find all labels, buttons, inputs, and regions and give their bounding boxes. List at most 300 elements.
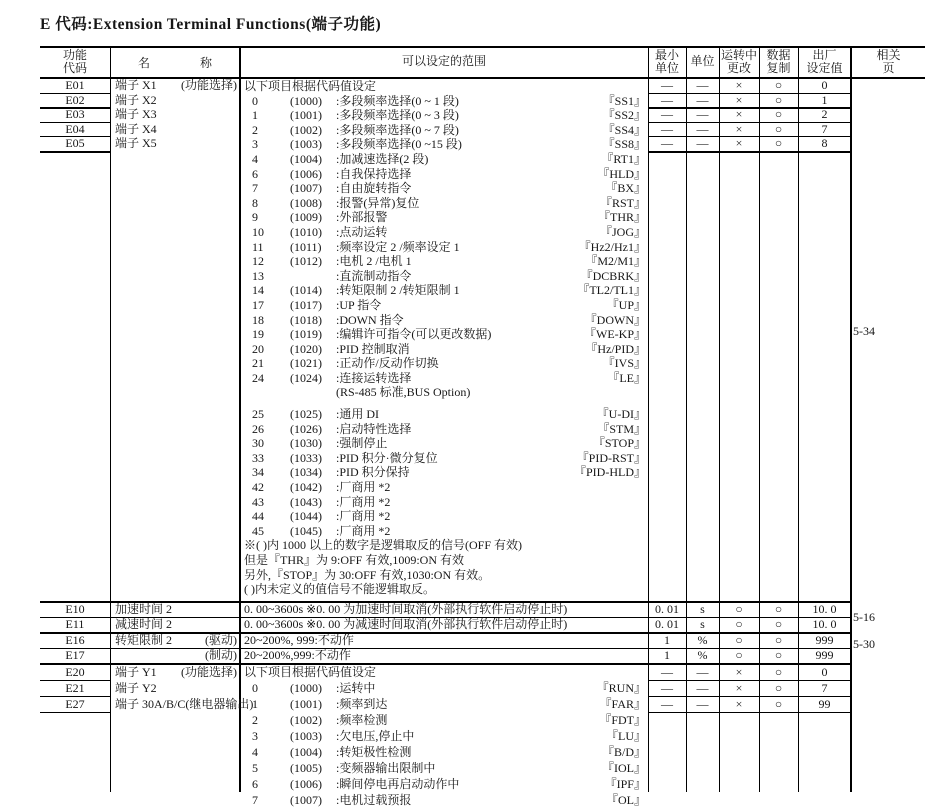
range-value: 4: [252, 745, 258, 759]
range-code: (1009): [290, 210, 322, 225]
range-line: [244, 480, 646, 495]
range-code: (1010): [290, 224, 322, 239]
range-value: 0: [252, 681, 258, 695]
table-row: [40, 617, 851, 633]
min-unit-value: —: [661, 136, 673, 151]
col-header-run-change: 运转中 更改: [720, 47, 757, 75]
note-line: ( )内未定义的值信号不能逻辑取反。: [244, 582, 435, 597]
function-code: E11: [65, 617, 85, 631]
col-header-factory-setting: 出厂 设定值: [806, 47, 843, 75]
range-desc: :多段频率选择(0 ~ 3 段): [336, 108, 459, 123]
range-code: (1006): [290, 166, 322, 181]
range-line: [244, 108, 646, 123]
min-unit-value: —: [661, 92, 673, 107]
min-unit-value: 0. 01: [655, 601, 679, 616]
range-desc: :自我保持选择: [336, 166, 412, 181]
range-value: 12: [252, 254, 264, 269]
range-line: [244, 94, 646, 109]
data-copy-flag: ○: [774, 601, 783, 616]
range-desc: :频率检测: [336, 713, 388, 727]
range-code: (1012): [290, 254, 322, 269]
note-line: 另外,『STOP』为 30:OFF 有效,1030:ON 有效。: [244, 567, 491, 582]
name-text: 加速时间 2: [115, 601, 173, 616]
range-value: 6: [252, 166, 258, 181]
min-unit-value: —: [661, 664, 673, 679]
factory-setting-value: 999: [815, 648, 834, 662]
unit-value: s: [700, 617, 705, 631]
range-desc: :频率到达: [336, 697, 388, 711]
min-unit-value: 0. 01: [655, 617, 679, 631]
min-unit-value: 1: [664, 648, 670, 662]
signal-label: 『IVS』: [602, 356, 646, 371]
range-value: 5: [252, 761, 258, 775]
range-value: 17: [252, 297, 264, 312]
range-code: (1018): [290, 312, 322, 327]
table-row: [40, 122, 240, 137]
range-value: 43: [252, 494, 264, 509]
min-unit-value: —: [661, 121, 673, 136]
range-desc: :加减速选择(2 段): [336, 151, 429, 166]
range-block-e20-e27: [244, 664, 646, 808]
col-header-settable-range: 可以设定的范围: [401, 54, 486, 69]
data-copy-flag: ○: [774, 121, 783, 136]
col-header-related-page: 相关 页: [876, 47, 901, 75]
terminal-name: [110, 122, 240, 137]
signal-label: 『SS8』: [602, 137, 646, 152]
range-desc: :多段频率选择(0 ~15 段): [336, 137, 462, 152]
range-line: [244, 509, 646, 524]
range-line: [244, 712, 646, 728]
factory-setting-value: 0: [821, 664, 828, 679]
range-code: (1004): [290, 151, 322, 166]
range-line: [244, 269, 646, 284]
run-change-flag: ×: [735, 92, 743, 107]
run-change-flag: ×: [735, 664, 743, 679]
range-code: (1000): [290, 93, 322, 108]
range-value: 33: [252, 450, 264, 465]
related-page-value: 5-16: [853, 610, 875, 624]
unit-cells-e01-e05: [648, 78, 851, 151]
range-value: 8: [252, 195, 258, 210]
range-desc: :厂商用 *2: [336, 509, 391, 524]
run-change-flag: ×: [735, 136, 743, 151]
range-desc: :PID 积分保持: [336, 465, 410, 480]
range-line: [244, 451, 646, 466]
terminal-name: [110, 78, 240, 93]
range-line: [244, 181, 646, 196]
unit-cells-e20-e27: [648, 664, 851, 712]
unit-value: —: [696, 92, 709, 107]
data-copy-flag: ○: [774, 136, 783, 151]
range-code: (1003): [290, 729, 322, 743]
run-change-flag: ×: [735, 696, 743, 711]
range-value: 6: [252, 777, 258, 791]
range-code: (1007): [290, 793, 322, 807]
unit-value: %: [697, 632, 708, 647]
table-row: [40, 696, 254, 712]
data-copy-flag: ○: [774, 107, 783, 122]
range-code: (1002): [290, 713, 322, 727]
range-code: (1020): [290, 341, 322, 356]
range-code: (1043): [290, 494, 322, 509]
min-unit-value: 1: [664, 632, 670, 647]
factory-setting-value: 7: [821, 680, 828, 695]
table-row: [648, 136, 851, 151]
signal-label: 『SS2』: [602, 108, 646, 123]
name-text: 端子 X1: [115, 78, 157, 92]
function-code: E10: [65, 601, 85, 616]
range-line: [244, 356, 646, 371]
range-value: 45: [252, 523, 264, 538]
range-list: [244, 680, 646, 808]
run-change-flag: ○: [735, 601, 743, 616]
signal-label: 『PID-HLD』: [574, 465, 646, 480]
signal-label: 『WE-KP』: [584, 327, 646, 342]
signal-label: 『TL2/TL1』: [577, 283, 646, 298]
range-value: 34: [252, 465, 264, 480]
range-line: [244, 436, 646, 451]
signal-label: 『Hz/PID』: [585, 341, 646, 356]
range-value: 7: [252, 181, 258, 196]
range-line: [244, 283, 646, 298]
related-page-value: 5-34: [853, 324, 875, 338]
terminal-name: [110, 664, 240, 680]
range-code: (1034): [290, 465, 322, 480]
range-desc: :厂商用 *2: [336, 480, 391, 495]
signal-label: 『IPF』: [604, 777, 646, 791]
signal-label: 『FAR』: [599, 697, 646, 711]
data-copy-flag: ○: [774, 696, 783, 711]
signal-label: 『FDT』: [599, 713, 646, 727]
function-code: E05: [65, 136, 85, 151]
signal-label: 『THR』: [597, 210, 646, 225]
name-suffix: (功能选择): [181, 78, 237, 92]
signal-label: 『LU』: [606, 729, 646, 743]
range-desc: :强制停止: [336, 436, 388, 451]
range-line: [244, 313, 646, 328]
run-change-flag: ○: [735, 632, 743, 647]
col-header-unit: 单位: [690, 54, 715, 69]
unit-value: %: [697, 648, 708, 662]
data-copy-flag: ○: [774, 680, 783, 695]
range-list: [244, 94, 646, 539]
range-value: 0: [252, 93, 258, 108]
col-header-min-unit: 最小 单位: [654, 47, 679, 75]
table-row: [40, 680, 240, 696]
range-value: 2: [252, 122, 258, 137]
name-text: 端子 X5: [115, 136, 157, 151]
table-row: [648, 664, 851, 680]
factory-setting-value: 10. 0: [812, 617, 837, 631]
range-desc: :直流制动指令: [336, 268, 412, 283]
factory-setting-value: 0: [821, 78, 828, 92]
range-code: (1042): [290, 480, 322, 495]
parameter-name: [110, 602, 240, 618]
signal-label: 『JOG』: [599, 224, 646, 239]
factory-setting-value: 7: [821, 121, 828, 136]
range-value: 44: [252, 509, 264, 524]
range-code: (1024): [290, 370, 322, 385]
range-code: (1000): [290, 681, 322, 695]
range-line: [244, 385, 646, 400]
range-desc: :自由旋转指令: [336, 181, 412, 196]
terminal-name: [110, 696, 254, 712]
settable-range: 0. 00~3600s ※0. 00 为加速时间取消(外部执行软件启动停止时): [244, 601, 568, 616]
name-suffix: (制动): [205, 648, 237, 662]
range-line: [244, 524, 646, 539]
range-value: 13: [252, 268, 264, 283]
run-change-flag: ×: [735, 78, 743, 92]
range-desc: :运转中: [336, 681, 376, 695]
factory-setting-value: 999: [815, 632, 834, 647]
range-value: 21: [252, 356, 264, 371]
run-change-flag: ○: [735, 648, 743, 662]
range-desc: :转矩极性检测: [336, 745, 412, 759]
name-text: 端子 Y1: [115, 664, 157, 679]
name-suffix: (功能选择): [181, 664, 237, 679]
name-text: 端子 Y2: [115, 680, 157, 695]
factory-setting-value: 8: [821, 136, 828, 151]
range-desc: :欠电压,停止中: [336, 729, 415, 743]
signal-label: 『OL』: [606, 793, 646, 807]
col-header-name: 名 称: [138, 55, 212, 70]
range-line: [244, 776, 646, 792]
table-row: [648, 696, 851, 712]
range-desc: :编辑许可指令(可以更改数据): [336, 327, 492, 342]
col-header-function-code: 功能 代码: [62, 47, 87, 75]
range-desc: (RS-485 标准,BUS Option): [336, 385, 471, 400]
min-unit-value: —: [661, 680, 673, 695]
range-line: [244, 123, 646, 138]
function-code: E04: [65, 121, 85, 136]
factory-setting-value: 99: [818, 696, 831, 711]
settable-range: 20~200%,999:不动作: [244, 648, 351, 662]
function-code: E03: [65, 107, 85, 122]
signal-label: 『DCBRK』: [580, 268, 646, 283]
range-code: (1003): [290, 137, 322, 152]
range-value: 2: [252, 713, 258, 727]
range-intro: 以下项目根据代码值设定: [244, 665, 377, 679]
min-unit-value: —: [661, 78, 673, 92]
range-line: [244, 225, 646, 240]
table-row: [40, 93, 240, 108]
factory-setting-value: 10. 0: [812, 601, 837, 616]
range-desc: :连接运转选择: [336, 370, 412, 385]
table-row: [648, 680, 851, 696]
table-row: [40, 648, 851, 664]
run-change-flag: ×: [735, 121, 743, 136]
signal-label: 『HLD』: [597, 166, 646, 181]
range-line: [244, 407, 646, 422]
range-code: (1030): [290, 436, 322, 451]
signal-label: 『STM』: [597, 421, 646, 436]
range-value: 11: [252, 239, 264, 254]
signal-label: 『SS4』: [602, 122, 646, 137]
terminal-name: [110, 93, 240, 108]
range-line: [244, 167, 646, 182]
range-code: (1033): [290, 450, 322, 465]
signal-label: 『PID-RST』: [576, 450, 646, 465]
range-code: (1044): [290, 509, 322, 524]
signal-label: 『RUN』: [596, 681, 646, 695]
range-line: [244, 254, 646, 269]
unit-value: —: [696, 121, 709, 136]
range-value: 30: [252, 436, 264, 451]
range-line: [244, 196, 646, 211]
function-code: E27: [65, 696, 85, 711]
run-change-flag: ×: [735, 680, 743, 695]
range-desc: :PID 控制取消: [336, 341, 410, 356]
range-line: [244, 327, 646, 342]
name-suffix: (驱动): [205, 632, 237, 647]
signal-label: 『IOL』: [602, 761, 646, 775]
range-code: (1026): [290, 421, 322, 436]
range-value: 1: [252, 697, 258, 711]
min-unit-value: —: [661, 107, 673, 122]
range-desc: :通用 DI: [336, 407, 379, 422]
name-text: 端子 X3: [115, 107, 157, 122]
range-code: (1004): [290, 745, 322, 759]
data-copy-flag: ○: [774, 648, 783, 662]
range-value: 7: [252, 793, 258, 807]
table-row: [648, 78, 851, 93]
data-copy-flag: ○: [774, 92, 783, 107]
page-title: E 代码:Extension Terminal Functions(端子功能): [40, 16, 382, 33]
range-line: [244, 465, 646, 480]
name-text: 端子 X4: [115, 121, 157, 136]
note-line: ※( )内 1000 以上的数字是逻辑取反的信号(OFF 有效): [244, 538, 522, 553]
terminal-name: [110, 107, 240, 122]
unit-value: s: [700, 601, 705, 616]
settable-range: 20~200%, 999:不动作: [244, 632, 354, 647]
range-line: [244, 744, 646, 760]
range-line: [244, 342, 646, 357]
divider: [40, 712, 110, 713]
range-line: [244, 298, 646, 313]
range-code: (1001): [290, 697, 322, 711]
signal-label: 『Hz2/Hz1』: [578, 239, 646, 254]
range-desc: :启动特性选择: [336, 421, 412, 436]
range-line: [244, 152, 646, 167]
unit-value: —: [696, 78, 709, 92]
range-line: [244, 371, 646, 386]
signal-label: 『M2/M1』: [585, 254, 646, 269]
min-unit-value: —: [661, 696, 673, 711]
factory-setting-value: 1: [821, 92, 828, 107]
range-desc: :频率设定 2 /频率设定 1: [336, 239, 460, 254]
range-code: (1021): [290, 356, 322, 371]
run-change-flag: ×: [735, 107, 743, 122]
data-copy-flag: ○: [774, 632, 783, 647]
function-code: E17: [65, 648, 85, 662]
function-code: E01: [65, 78, 85, 92]
range-desc: :瞬间停电再启动动作中: [336, 777, 460, 791]
table-row: [648, 93, 851, 108]
range-line: [244, 210, 646, 225]
function-code: E21: [65, 680, 85, 695]
range-code: (1019): [290, 327, 322, 342]
range-code: (1008): [290, 195, 322, 210]
unit-value: —: [696, 680, 709, 695]
parameter-name: [110, 648, 240, 664]
range-line: [244, 792, 646, 808]
range-line: [244, 696, 646, 712]
data-copy-flag: ○: [774, 78, 783, 92]
function-code: E16: [65, 632, 85, 647]
range-desc: :正动作/反动作切换: [336, 356, 439, 371]
range-value: 3: [252, 137, 258, 152]
range-value: 24: [252, 370, 264, 385]
table-row: [40, 107, 240, 122]
run-change-flag: ○: [735, 617, 743, 631]
unit-value: —: [696, 664, 709, 679]
range-value: 3: [252, 729, 258, 743]
unit-value: —: [696, 696, 709, 711]
range-code: (1006): [290, 777, 322, 791]
signal-label: 『DOWN』: [584, 312, 646, 327]
table-row: [40, 136, 240, 151]
range-value: 26: [252, 421, 264, 436]
name-text: 端子 X2: [115, 92, 157, 107]
range-line: [244, 680, 646, 696]
code-name-rows-e20-e27: [40, 664, 254, 712]
range-code: (1005): [290, 761, 322, 775]
table-row: [648, 107, 851, 122]
signal-label: 『B/D』: [601, 745, 646, 759]
settable-range: 0. 00~3600s ※0. 00 为减速时间取消(外部执行软件启动停止时): [244, 617, 568, 631]
table-row: [40, 78, 240, 93]
terminal-name: [110, 680, 240, 696]
note-line: 但是『THR』为 9:OFF 有效,1009:ON 有效: [244, 553, 465, 567]
range-desc: :UP 指令: [336, 297, 382, 312]
range-desc: :DOWN 指令: [336, 312, 404, 327]
unit-value: —: [696, 136, 709, 151]
table-row: [40, 633, 851, 649]
range-value: 25: [252, 407, 264, 422]
parameter-name: [110, 617, 240, 633]
signal-label: 『UP』: [606, 297, 646, 312]
range-desc: :转矩限制 2 /转矩限制 1: [336, 283, 460, 298]
related-page-value: 5-30: [853, 637, 875, 651]
data-copy-flag: ○: [774, 617, 783, 631]
range-code: (1007): [290, 181, 322, 196]
range-code: (1002): [290, 122, 322, 137]
range-line: [244, 240, 646, 255]
table-row: [40, 664, 240, 680]
range-line: [244, 760, 646, 776]
range-desc: :厂商用 *2: [336, 494, 391, 509]
signal-label: 『U-DI』: [596, 407, 646, 422]
table-row: [648, 122, 851, 137]
signal-label: 『RT1』: [601, 151, 646, 166]
range-code: (1045): [290, 523, 322, 538]
range-code: (1011): [290, 239, 322, 254]
parameter-name: [110, 633, 240, 649]
function-code: E02: [65, 92, 85, 107]
range-line: [244, 495, 646, 510]
range-code: (1025): [290, 407, 322, 422]
range-desc: :厂商用 *2: [336, 523, 391, 538]
range-value: 18: [252, 312, 264, 327]
range-value: 1: [252, 108, 258, 123]
name-text: 转矩限制 2: [115, 632, 173, 647]
range-desc: :多段频率选择(0 ~ 7 段): [336, 122, 459, 137]
range-code: (1001): [290, 108, 322, 123]
range-desc: :外部报警: [336, 210, 388, 225]
data-copy-flag: ○: [774, 664, 783, 679]
range-value: 42: [252, 480, 264, 495]
range-notes: [244, 538, 646, 596]
